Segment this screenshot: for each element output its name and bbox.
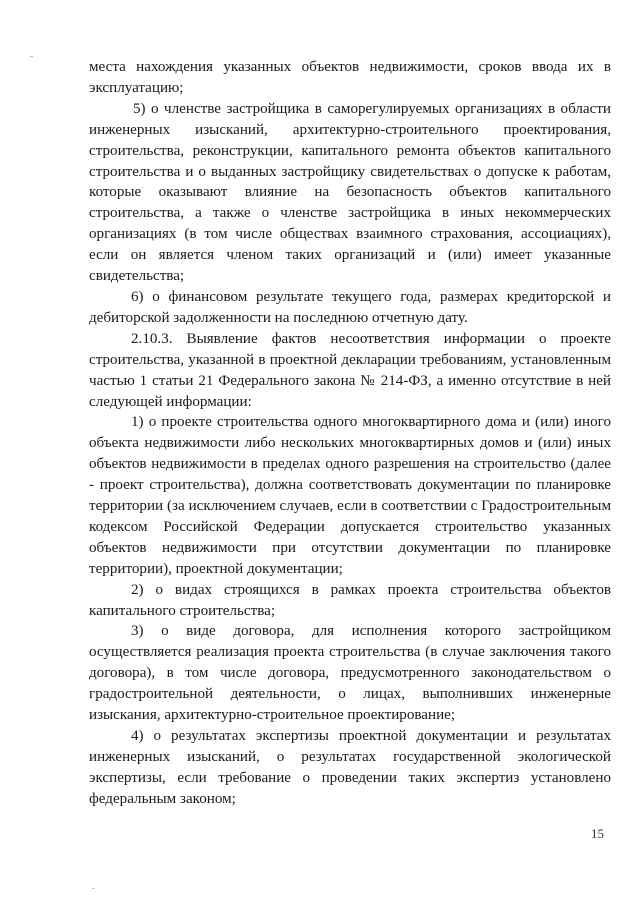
paragraph-item-2: 2) о видах строящихся в рамках проекта строительства объектов капитального строительства; [89,581,611,619]
paragraph-section-2-10-3: 2.10.3. Выявление фактов несоответствия информации о проекте строительства, указанной в проектной декларации требованиям, установленным частью 1 статьи 21 Федерального закона № 214-ФЗ, а именно отсутствие в ней следующей информации: [89,330,611,410]
paragraph-continuation: места нахождения указанных объектов недвижимости, сроков ввода их в эксплуатацию; [89,59,611,96]
scan-speck [30,56,33,57]
document-body [89,57,611,810]
scan-speck [92,888,95,889]
page-number: 15 [591,826,604,841]
paragraph-item-3: 3) о виде договора, для исполнения которого застройщиком осуществляется реализация проекта строительства (в случае заключения такого договора), в том числе договора, предусмотренного законодательством о градостроительной деятельности, о лицах, выполнивших инженерные изыскания, архитектурно-строительное проектирование; [89,623,611,724]
paragraph-item-5: 5) о членстве застройщика в саморегулируемых организациях в области инженерных изысканий, архитектурно-строительного проектирования, строительства, реконструкции, капитального ремонта объектов капитального строительства и о выданных застройщику свидетельствах о допуске к работам, которые оказывают влияние на безопасность объектов капитального строительства, а также о членстве застройщика в иных некоммерческих организациях (в том числе обществах взаимного страхования, ассоциациях), если он является членом таких организаций и (или) имеет указанные свидетельства; [89,100,611,285]
paragraph-item-4: 4) о результатах экспертизы проектной документации и результатах инженерных изысканий, о результатах государственной экологической экспертизы, если требование о проведении таких экспертиз установлено федеральным законом; [89,728,611,807]
paragraph-item-6: 6) о финансовом результате текущего года, размерах кредиторской и дебиторской задолженности на последнюю отчетную дату. [89,288,611,326]
paragraph-item-1: 1) о проекте строительства одного многоквартирного дома и (или) иного объекта недвижимости либо нескольких многоквартирных домов и (или) иных объектов недвижимости в пределах одного разрешения на строительство (далее - проект строительства), должна соответствовать документации по планировке территории (за исключением случаев, если в соответствии с Градостроительным кодексом Российской Федерации допускается строительство указанных объектов недвижимости при отсутствии документации по планировке территории), проектной документации; [89,414,611,577]
